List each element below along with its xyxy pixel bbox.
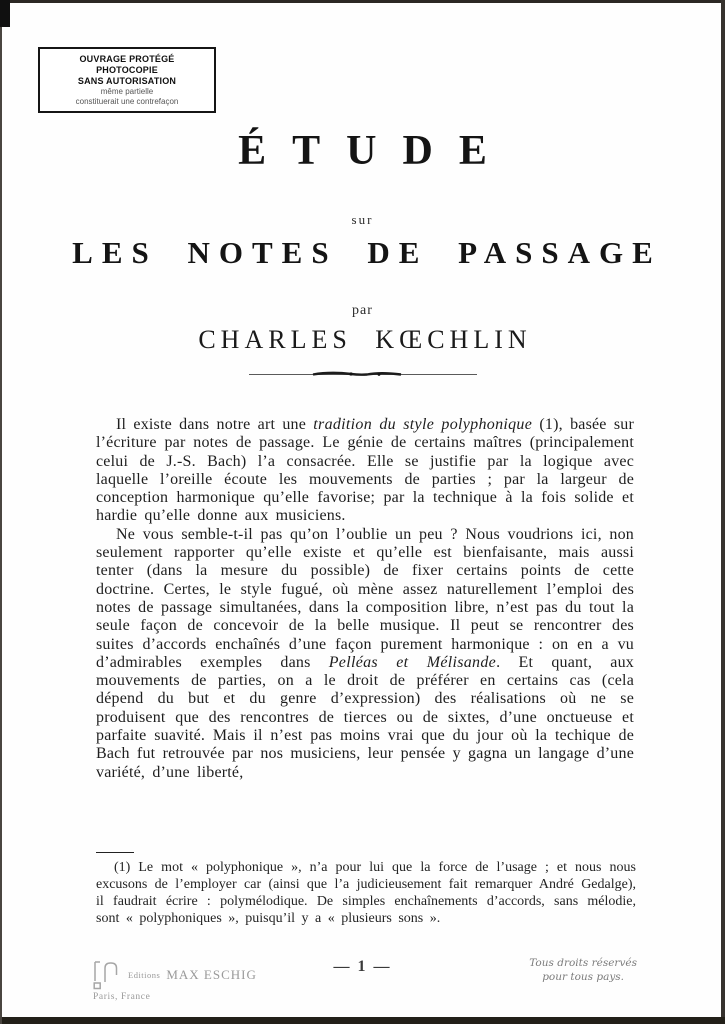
- rights-notice: [529, 956, 637, 984]
- stamp-line: OUVRAGE PROTÉGÉ: [79, 54, 175, 64]
- page-edge-bottom: [0, 1017, 725, 1024]
- ornament-divider-icon: [247, 367, 479, 379]
- rights-line: Tous droits réservés: [529, 957, 637, 969]
- page-edge-top: [0, 0, 725, 3]
- ornament-divider: [0, 366, 725, 384]
- publisher-name: MAX ESCHIG: [166, 967, 257, 982]
- body-paragraph: Ne vous semble-t-il pas qu’on l’oublie un peu ? Nous voudrions ici, non seulement rapporter qu’elle existe et qu’elle est bienfaisante, mais aussi tenter (dans la mesure du possible) de fixer certains points de cette doctrine. Certes, le style fugué, où mène assez naturellement l’emploi des notes de passage simultanées, dans la composition libre, n’est pas du tout la seule façon de concevoir de la belle musique. Il peut se rencontrer des suites d’accords enchaînés d’une façon purement harmonique : on en a vu d’admirables exemples dans Pelléas et Mélisande. Et quant, aux mouvements de parties, on a le droit de préférer en certains cas (cela dépend du but et du genre d’expression) des réalisations où ne se produisent que des rencontres de tierces ou de sixtes, d’une onctueuse et parfaite suavité. Mais il n’est pas moins vrai que du jour où la techique de Bach fut retrouvée par nos musiciens, leur pensée y gagna un langage d’une variété, d’une liberté,: [96, 525, 634, 781]
- footnote: [96, 859, 636, 927]
- rights-line: pour tous pays.: [542, 971, 625, 983]
- publisher-location: Paris, France: [93, 992, 151, 1002]
- stamp-line: constituerait une contrefaçon: [75, 97, 179, 106]
- main-title: ÉTUDE: [238, 128, 513, 174]
- footnote-rule: [96, 852, 134, 853]
- subtitle: LES NOTES DE PASSAGE: [72, 235, 662, 270]
- body-paragraph: Il existe dans notre art une tradition du style polyphonique (1), basée sur l’écriture par notes de passage. Le génie de certains maîtres (principalement celui de J.-S. Bach) l’a consacrée. Elle se justifie par la logique avec laquelle l’oreille écoute les mouvements de parties ; par la largeur de conception harmonique qu’elle favorise; par la technique à la fois solide et hardie qu’elle donne aux musiciens.: [96, 416, 634, 525]
- author-name: CHARLES KŒCHLIN: [198, 325, 532, 354]
- copyright-stamp: [38, 47, 216, 113]
- title-connector: sur: [351, 212, 374, 227]
- footnote-paragraph: (1) Le mot « polyphonique », n’a pour lui que la force de l’usage ; et nous nous excusons de l’employer car (ainsi que l’a judicieusement fait remarquer André Gedalge), il faudrait écrire : polymélodique. De simples enchaînements d’accords, sans mélodie, sont « polyphoniques », puisqu’il y a « plusieurs sons ».: [96, 860, 636, 926]
- publisher-prefix: Editions: [128, 970, 161, 980]
- scan-corner-artifact: [0, 0, 10, 27]
- byline-prefix: par: [352, 303, 373, 318]
- page-number: — 1 —: [333, 958, 392, 975]
- stamp-line: SANS AUTORISATION: [77, 76, 177, 86]
- stamp-line: PHOTOCOPIE: [96, 65, 158, 75]
- body-text: [96, 416, 634, 782]
- stamp-line: même partielle: [100, 87, 154, 96]
